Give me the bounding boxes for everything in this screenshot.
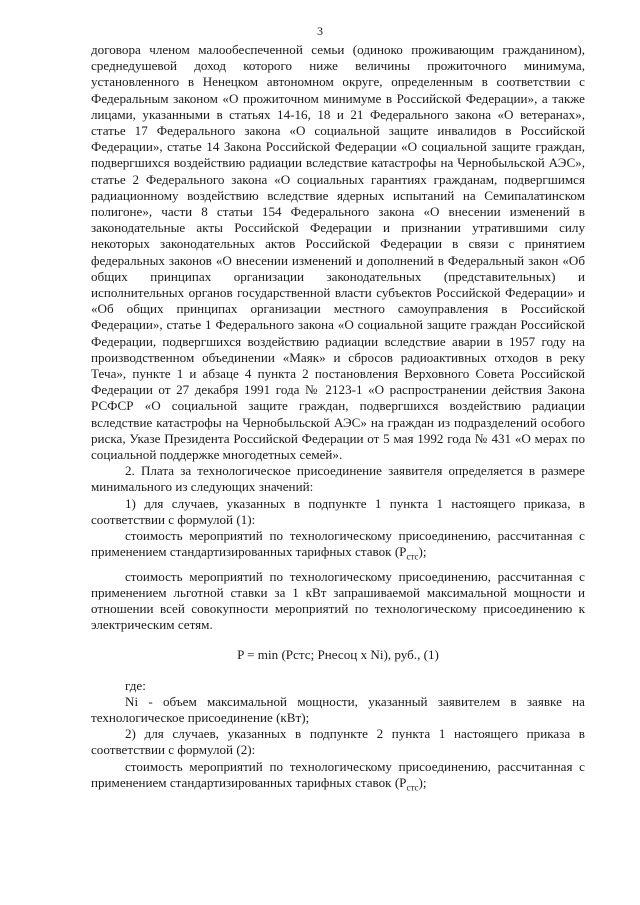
closing-2: ); <box>418 774 427 790</box>
paragraph-eligible-persons: договора членом малообеспеченной семьи (одиноко проживающим гражданином), среднедушевой доход которого ниже величины прожиточного минимума, установленного в Ненецком автономном округе, определенным в соответствии с Федеральным законом «О прожиточном минимуме в Российской Федерации», а также лицами, указанными в статьях 14-16, 18 и 21 Федерального закона «О ветеранах», статье 17 Федерального закона «О социальной защите инвалидов в Российской Федерации», статье 14 Закона Российской Федерации «О социальной защите граждан, подвергшихся воздействию радиации вследствие катастрофы на Чернобыльской АЭС», статье 2 Федерального закона «О социальных гарантиях гражданам, подвергшимся радиационному воздействию вследствие ядерных испытаний на Семипалатинском полигоне», части 8 статьи 154 Федерального закона «О внесении изменений в законодательные акты Российской Федерации и признании утратившими силу некоторых законодательных актов Российской Федерации в связи с принятием федеральных законов «О внесении изменений и дополнений в Федеральный закон «Об общих принципах организации законодательных (представительных) и исполнительных органов государственной власти субъектов Российской Федерации» и «Об общих принципах организации местного самоуправления в Российской Федерации», статье 1 Федерального закона «О социальной защите граждан Российской Федерации, подвергшихся воздействию радиации вследствие аварии в 1957 году на производственном объединении «Маяк» и сбросов радиоактивных отходов в реку Теча», пункте 1 и абзаце 4 пункта 2 постановления Верховного Совета Российской Федерации от 27 декабря 1991 года № 2123-1 «О распространении действия Закона РСФСР «О социальной защите граждан, подвергшихся воздействию радиации вследствие катастрофы на Чернобыльской АЭС» на граждан из подразделений особого риска, Указе Президента Российской Федерации от 5 мая 1992 года № 431 «О мерах по социальной поддержке многодетных семей». <box>91 42 585 463</box>
paragraph-where: где: <box>125 677 146 693</box>
paragraph-standard-cost-2 <box>91 759 585 791</box>
paragraph-preferential-cost: стоимость мероприятий по технологическому присоединению, рассчитанная с применением льготной ставки за 1 кВт запрашиваемой максимальной мощности и отношении всей совокупности мероприятий по технологическому присоединению к электрическим сетям. <box>91 568 585 633</box>
paragraph-case-1: 1) для случаев, указанных в подпункте 1 пункта 1 настоящего приказа, в соответствии с формулой (1): <box>91 495 585 527</box>
closing-1: ); <box>418 544 427 560</box>
formula-1: P = min (Рстс; Рнесоц x Ni), руб., (1) <box>237 647 439 663</box>
document-body <box>91 42 585 791</box>
paragraph-ni-definition: Ni - объем максимальной мощности, указанный заявителем в заявке на технологическое присоединение (кВт); <box>91 693 585 725</box>
standard-cost-text-2: стоимость мероприятий по технологическому присоединению, рассчитанная с применением стандартизированных тарифных ставок (Р <box>91 758 585 790</box>
subscript-stc-2: стс <box>406 782 419 793</box>
page-number: 3 <box>317 24 323 38</box>
paragraph-fee-rule: 2. Плата за технологическое присоединение заявителя определяется в размере минимального из следующих значений: <box>91 463 585 495</box>
subscript-stc-1: стс <box>406 551 419 562</box>
standard-cost-text-1: стоимость мероприятий по технологическому присоединению, рассчитанная с применением стандартизированных тарифных ставок (Р <box>91 528 585 560</box>
paragraph-case-2: 2) для случаев, указанных в подпункте 2 пункта 1 настоящего приказа в соответствии с формулой (2): <box>91 726 585 758</box>
paragraph-standard-cost-1 <box>91 528 585 560</box>
